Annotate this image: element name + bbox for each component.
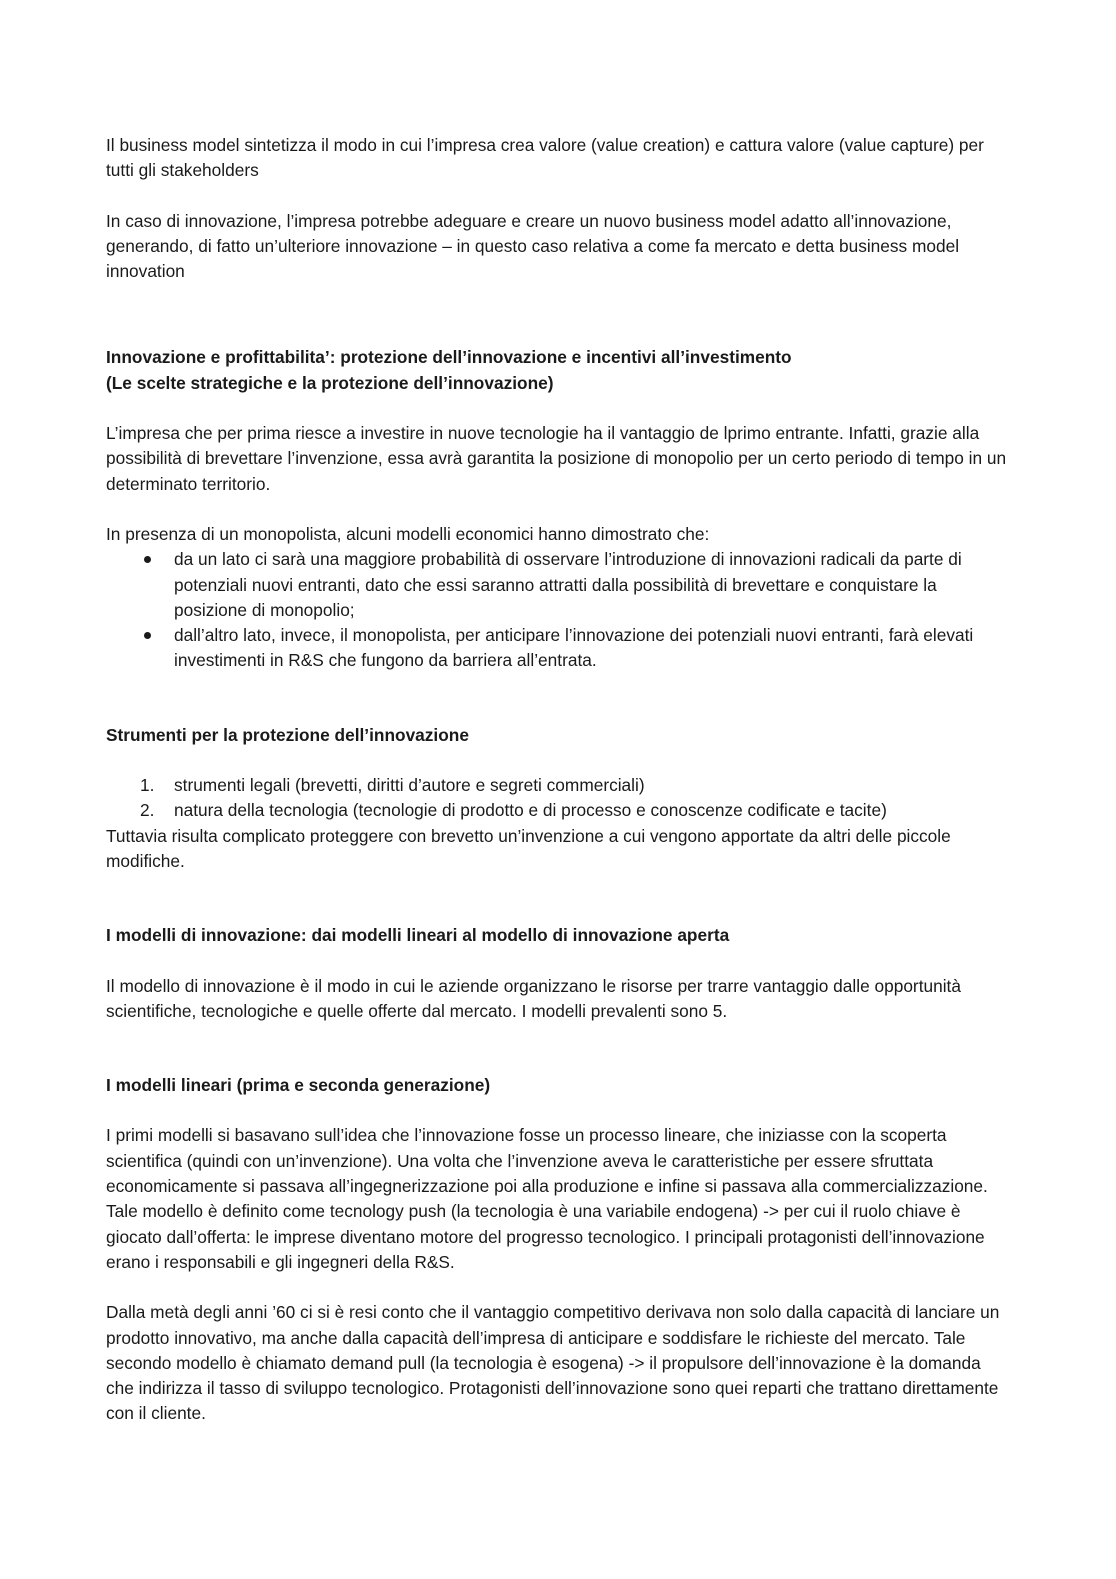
list-item-text: strumenti legali (brevetti, diritti d’autore e segreti commerciali) <box>174 775 645 796</box>
paragraph-demand-pull: Dalla metà degli anni ’60 ci si è resi conto che il vantaggio competitivo derivava non solo dalla capacità di lanciare un prodotto innovativo, ma anche dalla capacità dell’impresa di anticipare e soddisfare le richieste del mercato. Tale secondo modello è chiamato demand pull (la tecnologia è esogena) -> il propulsore dell’innovazione è la domanda che indirizza il tasso di sviluppo tecnologico. Protagonisti dell’innovazione sono quei reparti che trattano direttamente con il cliente. <box>106 1302 1000 1424</box>
paragraph-monopolist-intro: In presenza di un monopolista, alcuni modelli economici hanno dimostrato che: <box>106 523 710 544</box>
list-item <box>140 798 1011 823</box>
heading-profitability <box>106 345 1011 396</box>
list-number: 1. <box>140 775 155 796</box>
paragraph-protection-note: Tuttavia risulta complicato proteggere con brevetto un’invenzione a cui vengono apportate da altri delle piccole modifiche. <box>106 825 951 871</box>
list-item: da un lato ci sarà una maggiore probabilità di osservare l’introduzione di innovazioni radicali da parte di potenziali nuovi entranti, dato che essi saranno attratti dalla possibilità di brevettare e conquistare la posizione di monopolio; <box>174 547 1011 623</box>
heading-profitability-line2: (Le scelte strategiche e la protezione dell’innovazione) <box>106 372 554 393</box>
paragraph-linear-models: I primi modelli si basavano sull’idea che l’innovazione fosse un processo lineare, che iniziasse con la scoperta scientifica (quindi con un’invenzione). Una volta che l’invenzione aveva le caratteristiche per essere sfruttata economicamente si passava all’ingegnerizzazione poi alla produzione e infine si passava alla commercializzazione. Tale modello è definito come tecnology push (la tecnologia è una variabile endogena) -> per cui il ruolo chiave è giocato dall’offerta: le imprese diventano motore del progresso tecnologico. I principali protagonisti dell’innovazione erano i responsabili e gli ingegneri della R&S. <box>106 1125 988 1272</box>
paragraph-first-mover: L’impresa che per prima riesce a investire in nuove tecnologie ha il vantaggio de lprimo entrante. Infatti, grazie alla possibilità di brevettare l’invenzione, essa avrà garantita la posizione di monopolio per un certo periodo di tempo in un determinato territorio. <box>106 423 1007 494</box>
heading-innovation-models: I modelli di innovazione: dai modelli lineari al modello di innovazione aperta <box>106 925 730 946</box>
list-item: dall’altro lato, invece, il monopolista, per anticipare l’innovazione dei potenziali nuovi entranti, farà elevati investimenti in R&S che fungono da barriera all’entrata. <box>174 623 1011 674</box>
list-number: 2. <box>140 800 155 821</box>
paragraph-bm-innovation: In caso di innovazione, l’impresa potrebbe adeguare e creare un nuovo business model adatto all’innovazione, generando, di fatto un’ulteriore innovazione – in questo caso relativa a come fa mercato e detta business model innovation <box>106 210 960 282</box>
paragraph-business-model: Il business model sintetizza il modo in cui l’impresa crea valore (value creation) e cattura valore (value capture) per tutti gli stakeholders <box>106 135 984 181</box>
protection-numbered-list <box>106 773 1011 824</box>
paragraph-innovation-model: Il modello di innovazione è il modo in cui le aziende organizzano le risorse per trarre vantaggio dalle opportunità scientifiche, tecnologiche e quelle offerte dal mercato. I modelli prevalenti sono 5. <box>106 975 961 1021</box>
list-item-text: natura della tecnologia (tecnologie di prodotto e di processo e conoscenze codificate e tacite) <box>174 800 887 821</box>
document-body <box>106 133 1011 1427</box>
heading-profitability-line1: Innovazione e profittabilita’: protezione dell’innovazione e incentivi all’investimento <box>106 347 792 368</box>
heading-protection-tools: Strumenti per la protezione dell’innovazione <box>106 724 469 745</box>
heading-linear-models: I modelli lineari (prima e seconda generazione) <box>106 1075 491 1096</box>
monopolist-bullet-list <box>106 547 1011 673</box>
list-item <box>140 773 1011 798</box>
